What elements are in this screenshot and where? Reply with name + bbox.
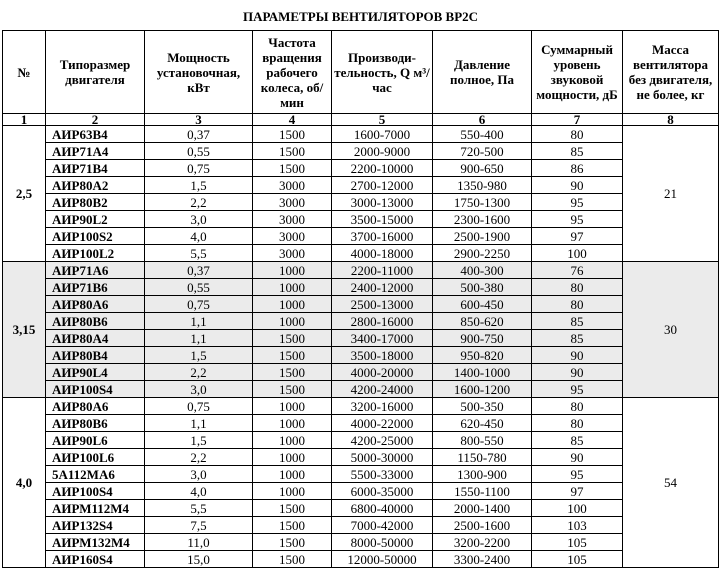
- rpm-cell: 3000: [253, 211, 332, 228]
- power-cell: 1,1: [145, 313, 253, 330]
- motor-size-cell: АИР80А2: [46, 177, 145, 194]
- rpm-cell: 1000: [253, 296, 332, 313]
- header-sound-level: Суммарный уровень звуковой мощности, дБ: [532, 31, 623, 114]
- mass-cell: 30: [623, 262, 719, 398]
- power-cell: 0,55: [145, 279, 253, 296]
- sound-level-cell: 90: [532, 347, 623, 364]
- sound-level-cell: 95: [532, 381, 623, 398]
- sound-level-cell: 97: [532, 483, 623, 500]
- sound-level-cell: 85: [532, 313, 623, 330]
- power-cell: 1,5: [145, 347, 253, 364]
- sound-level-cell: 105: [532, 551, 623, 568]
- sound-level-cell: 80: [532, 296, 623, 313]
- table-row: [3, 398, 719, 415]
- column-number: 2: [46, 114, 145, 126]
- power-cell: 0,37: [145, 262, 253, 279]
- motor-size-cell: АИР100L6: [46, 449, 145, 466]
- pressure-cell: 2500-1600: [433, 517, 532, 534]
- table-row: [3, 279, 719, 296]
- pressure-cell: 1750-1300: [433, 194, 532, 211]
- motor-size-cell: АИРМ112М4: [46, 500, 145, 517]
- table-row: [3, 262, 719, 279]
- power-cell: 1,5: [145, 432, 253, 449]
- pressure-cell: 720-500: [433, 143, 532, 160]
- sound-level-cell: 80: [532, 279, 623, 296]
- capacity-cell: 4200-24000: [332, 381, 433, 398]
- sound-level-cell: 95: [532, 211, 623, 228]
- capacity-cell: 2500-13000: [332, 296, 433, 313]
- sound-level-cell: 85: [532, 143, 623, 160]
- table-row: [3, 296, 719, 313]
- pressure-cell: 950-820: [433, 347, 532, 364]
- capacity-cell: 2200-11000: [332, 262, 433, 279]
- pressure-cell: 1400-1000: [433, 364, 532, 381]
- sound-level-cell: 85: [532, 330, 623, 347]
- rpm-cell: 1500: [253, 143, 332, 160]
- capacity-cell: 2200-10000: [332, 160, 433, 177]
- rpm-cell: 1000: [253, 432, 332, 449]
- rpm-cell: 1500: [253, 126, 332, 143]
- power-cell: 11,0: [145, 534, 253, 551]
- pressure-cell: 800-550: [433, 432, 532, 449]
- table-row: [3, 466, 719, 483]
- table-row: [3, 347, 719, 364]
- rpm-cell: 1000: [253, 398, 332, 415]
- power-cell: 5,5: [145, 245, 253, 262]
- sound-level-cell: 100: [532, 500, 623, 517]
- motor-size-cell: АИР90L4: [46, 364, 145, 381]
- header-row: [3, 31, 719, 114]
- rpm-cell: 1500: [253, 381, 332, 398]
- pressure-cell: 1550-1100: [433, 483, 532, 500]
- column-number: 7: [532, 114, 623, 126]
- pressure-cell: 2500-1900: [433, 228, 532, 245]
- table-row: [3, 551, 719, 568]
- table-row: [3, 126, 719, 143]
- table-row: [3, 228, 719, 245]
- fan-number-cell: 2,5: [3, 126, 46, 262]
- power-cell: 0,55: [145, 143, 253, 160]
- capacity-cell: 8000-50000: [332, 534, 433, 551]
- capacity-cell: 4200-25000: [332, 432, 433, 449]
- table-row: [3, 177, 719, 194]
- motor-size-cell: АИР71В6: [46, 279, 145, 296]
- motor-size-cell: АИР100L2: [46, 245, 145, 262]
- capacity-cell: 2800-16000: [332, 313, 433, 330]
- capacity-cell: 1600-7000: [332, 126, 433, 143]
- fan-number-cell: 4,0: [3, 398, 46, 568]
- table-row: [3, 432, 719, 449]
- sound-level-cell: 105: [532, 534, 623, 551]
- sound-level-cell: 95: [532, 194, 623, 211]
- pressure-cell: 2000-1400: [433, 500, 532, 517]
- motor-size-cell: АИР80А6: [46, 296, 145, 313]
- sound-level-cell: 95: [532, 466, 623, 483]
- capacity-cell: 3700-16000: [332, 228, 433, 245]
- capacity-cell: 3000-13000: [332, 194, 433, 211]
- power-cell: 0,37: [145, 126, 253, 143]
- table-row: [3, 500, 719, 517]
- column-number: 1: [3, 114, 46, 126]
- capacity-cell: 5000-30000: [332, 449, 433, 466]
- power-cell: 2,2: [145, 194, 253, 211]
- capacity-cell: 5500-33000: [332, 466, 433, 483]
- pressure-cell: 1600-1200: [433, 381, 532, 398]
- motor-size-cell: АИР80В4: [46, 347, 145, 364]
- pressure-cell: 500-380: [433, 279, 532, 296]
- table-row: [3, 330, 719, 347]
- motor-size-cell: 5А112МА6: [46, 466, 145, 483]
- sound-level-cell: 97: [532, 228, 623, 245]
- power-cell: 1,1: [145, 415, 253, 432]
- rpm-cell: 1500: [253, 500, 332, 517]
- sound-level-cell: 100: [532, 245, 623, 262]
- capacity-cell: 6800-40000: [332, 500, 433, 517]
- motor-size-cell: АИР90L6: [46, 432, 145, 449]
- pressure-cell: 1150-780: [433, 449, 532, 466]
- motor-size-cell: АИР71В4: [46, 160, 145, 177]
- pressure-cell: 1300-900: [433, 466, 532, 483]
- power-cell: 1,1: [145, 330, 253, 347]
- motor-size-cell: АИР160S4: [46, 551, 145, 568]
- rpm-cell: 1000: [253, 279, 332, 296]
- power-cell: 4,0: [145, 228, 253, 245]
- sound-level-cell: 86: [532, 160, 623, 177]
- capacity-cell: 4000-22000: [332, 415, 433, 432]
- power-cell: 0,75: [145, 398, 253, 415]
- mass-cell: 54: [623, 398, 719, 568]
- power-cell: 1,5: [145, 177, 253, 194]
- table-row: [3, 245, 719, 262]
- power-cell: 5,5: [145, 500, 253, 517]
- rpm-cell: 1500: [253, 347, 332, 364]
- table-row: [3, 483, 719, 500]
- mass-cell: 21: [623, 126, 719, 262]
- table-row: [3, 449, 719, 466]
- table-title: ПАРАМЕТРЫ ВЕНТИЛЯТОРОВ ВР2С: [242, 9, 479, 24]
- column-number: 4: [253, 114, 332, 126]
- motor-size-cell: АИР71А6: [46, 262, 145, 279]
- pressure-cell: 900-650: [433, 160, 532, 177]
- power-cell: 0,75: [145, 296, 253, 313]
- rpm-cell: 1500: [253, 551, 332, 568]
- sound-level-cell: 80: [532, 398, 623, 415]
- capacity-cell: 4000-20000: [332, 364, 433, 381]
- motor-size-cell: АИР80В6: [46, 313, 145, 330]
- table-row: [3, 381, 719, 398]
- power-cell: 3,0: [145, 466, 253, 483]
- table-row: [3, 534, 719, 551]
- motor-size-cell: АИР80А4: [46, 330, 145, 347]
- power-cell: 0,75: [145, 160, 253, 177]
- sound-level-cell: 80: [532, 126, 623, 143]
- capacity-cell: 12000-50000: [332, 551, 433, 568]
- column-number-row: [3, 114, 719, 126]
- sound-level-cell: 90: [532, 449, 623, 466]
- capacity-cell: 2400-12000: [332, 279, 433, 296]
- power-cell: 3,0: [145, 381, 253, 398]
- header-capacity: Производи-тельность, Q м³/час: [332, 31, 433, 114]
- sound-level-cell: 76: [532, 262, 623, 279]
- pressure-cell: 550-400: [433, 126, 532, 143]
- table-row: [3, 517, 719, 534]
- pressure-cell: 2900-2250: [433, 245, 532, 262]
- capacity-cell: 7000-42000: [332, 517, 433, 534]
- table-row: [3, 143, 719, 160]
- sound-level-cell: 103: [532, 517, 623, 534]
- header-motor-size: Типоразмер двигателя: [46, 31, 145, 114]
- capacity-cell: 3400-17000: [332, 330, 433, 347]
- pressure-cell: 1350-980: [433, 177, 532, 194]
- pressure-cell: 600-450: [433, 296, 532, 313]
- sound-level-cell: 90: [532, 364, 623, 381]
- motor-size-cell: АИР80А6: [46, 398, 145, 415]
- capacity-cell: 2700-12000: [332, 177, 433, 194]
- pressure-cell: 900-750: [433, 330, 532, 347]
- pressure-cell: 850-620: [433, 313, 532, 330]
- motor-size-cell: АИРМ132М4: [46, 534, 145, 551]
- rpm-cell: 3000: [253, 194, 332, 211]
- motor-size-cell: АИР100S4: [46, 483, 145, 500]
- pressure-cell: 500-350: [433, 398, 532, 415]
- column-number: 3: [145, 114, 253, 126]
- motor-size-cell: АИР100S4: [46, 381, 145, 398]
- pressure-cell: 620-450: [433, 415, 532, 432]
- power-cell: 2,2: [145, 364, 253, 381]
- pressure-cell: 400-300: [433, 262, 532, 279]
- fan-parameters-table: [2, 30, 719, 568]
- rpm-cell: 1500: [253, 364, 332, 381]
- header-mass: Масса вентилятора без двигателя, не более, кг: [623, 31, 719, 114]
- rpm-cell: 3000: [253, 228, 332, 245]
- pressure-cell: 3300-2400: [433, 551, 532, 568]
- rpm-cell: 1500: [253, 160, 332, 177]
- header-rpm: Частота вращения рабочего колеса, об/мин: [253, 31, 332, 114]
- table-row: [3, 313, 719, 330]
- column-number: 8: [623, 114, 719, 126]
- capacity-cell: 2000-9000: [332, 143, 433, 160]
- rpm-cell: 1000: [253, 466, 332, 483]
- capacity-cell: 4000-18000: [332, 245, 433, 262]
- header-pressure: Давление полное, Па: [433, 31, 532, 114]
- motor-size-cell: АИР71А4: [46, 143, 145, 160]
- motor-size-cell: АИР132S4: [46, 517, 145, 534]
- power-cell: 2,2: [145, 449, 253, 466]
- rpm-cell: 1000: [253, 449, 332, 466]
- pressure-cell: 2300-1600: [433, 211, 532, 228]
- table-row: [3, 194, 719, 211]
- column-number: 5: [332, 114, 433, 126]
- motor-size-cell: АИР80В6: [46, 415, 145, 432]
- fan-number-cell: 3,15: [3, 262, 46, 398]
- header-power: Мощность установочная, кВт: [145, 31, 253, 114]
- rpm-cell: 1000: [253, 483, 332, 500]
- rpm-cell: 1500: [253, 517, 332, 534]
- pressure-cell: 3200-2200: [433, 534, 532, 551]
- column-number: 6: [433, 114, 532, 126]
- motor-size-cell: АИР63В4: [46, 126, 145, 143]
- power-cell: 3,0: [145, 211, 253, 228]
- table-row: [3, 415, 719, 432]
- header-no: №: [3, 31, 46, 114]
- power-cell: 7,5: [145, 517, 253, 534]
- sound-level-cell: 90: [532, 177, 623, 194]
- capacity-cell: 3200-16000: [332, 398, 433, 415]
- rpm-cell: 1500: [253, 330, 332, 347]
- table-row: [3, 364, 719, 381]
- rpm-cell: 3000: [253, 177, 332, 194]
- rpm-cell: 1000: [253, 262, 332, 279]
- capacity-cell: 3500-15000: [332, 211, 433, 228]
- rpm-cell: 1000: [253, 415, 332, 432]
- capacity-cell: 6000-35000: [332, 483, 433, 500]
- power-cell: 15,0: [145, 551, 253, 568]
- sound-level-cell: 85: [532, 432, 623, 449]
- power-cell: 4,0: [145, 483, 253, 500]
- sound-level-cell: 80: [532, 415, 623, 432]
- motor-size-cell: АИР90L2: [46, 211, 145, 228]
- capacity-cell: 3500-18000: [332, 347, 433, 364]
- motor-size-cell: АИР80В2: [46, 194, 145, 211]
- table-row: [3, 160, 719, 177]
- rpm-cell: 3000: [253, 245, 332, 262]
- rpm-cell: 1000: [253, 313, 332, 330]
- rpm-cell: 1500: [253, 534, 332, 551]
- table-row: [3, 211, 719, 228]
- motor-size-cell: АИР100S2: [46, 228, 145, 245]
